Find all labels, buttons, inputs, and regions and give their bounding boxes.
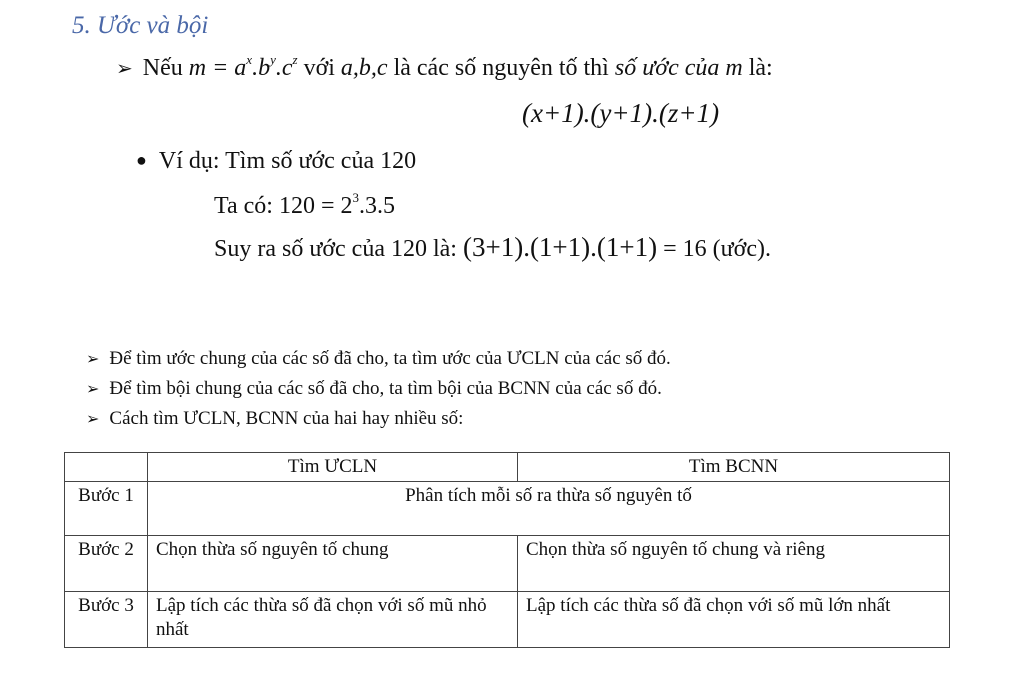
example-result: Suy ra số ước của 120 là: (3+1).(1+1).(1+1) = 16 (ước).	[214, 232, 771, 262]
step-label: Bước 2	[65, 536, 148, 592]
table-header-bcnn: Tìm BCNN	[518, 453, 950, 482]
step-label: Bước 1	[65, 482, 148, 536]
emphasis-text: số ước của m	[614, 55, 743, 81]
merged-cell: Phân tích mỗi số ra thừa số nguyên tố	[148, 482, 950, 536]
note-item: ➢ Cách tìm ƯCLN, BCNN của hai hay nhiều số:	[86, 408, 464, 429]
bullet-icon: ●	[136, 150, 147, 170]
bcnn-cell: Lập tích các thừa số đã chọn với số mũ lớn nhất	[518, 592, 950, 648]
step-label: Bước 3	[65, 592, 148, 648]
ucln-bcnn-table	[64, 452, 950, 648]
arrow-bullet-icon: ➢	[116, 58, 133, 80]
table-header-ucln: Tìm ƯCLN	[148, 453, 518, 482]
table-row	[65, 482, 950, 536]
result-formula: (x+1).(y+1).(z+1)	[522, 98, 720, 128]
example-formula: (3+1).(1+1).(1+1)	[462, 232, 658, 262]
table-row	[65, 592, 950, 648]
arrow-bullet-icon: ➢	[86, 381, 100, 398]
ucln-cell: Lập tích các thừa số đã chọn với số mũ nhỏ nhất	[148, 592, 518, 648]
arrow-bullet-icon: ➢	[86, 351, 100, 368]
table-header-row	[65, 453, 950, 482]
example-heading: ● Ví dụ: Tìm số ước của 120	[136, 148, 417, 174]
bcnn-cell: Chọn thừa số nguyên tố chung và riêng	[518, 536, 950, 592]
arrow-bullet-icon: ➢	[86, 411, 100, 428]
ucln-cell: Chọn thừa số nguyên tố chung	[148, 536, 518, 592]
note-item: ➢ Để tìm bội chung của các số đã cho, ta tìm bội của BCNN của các số đó.	[86, 378, 662, 399]
table-header-empty	[65, 453, 148, 482]
formula-m: $m = a^x.b^y.c^z$	[188, 52, 298, 81]
section-title: 5. Ước và bội	[72, 12, 209, 39]
note-item: ➢ Để tìm ước chung của các số đã cho, ta tìm ước của ƯCLN của các số đó.	[86, 348, 671, 369]
table-row	[65, 536, 950, 592]
example-factorization: Ta có: $120 = 2^3.3.5$	[214, 190, 395, 219]
divisor-rule: ➢ Nếu $m = a^x.b^y.c^z$ với a,b,c là các số nguyên tố thì số ước của m là:	[116, 52, 773, 81]
